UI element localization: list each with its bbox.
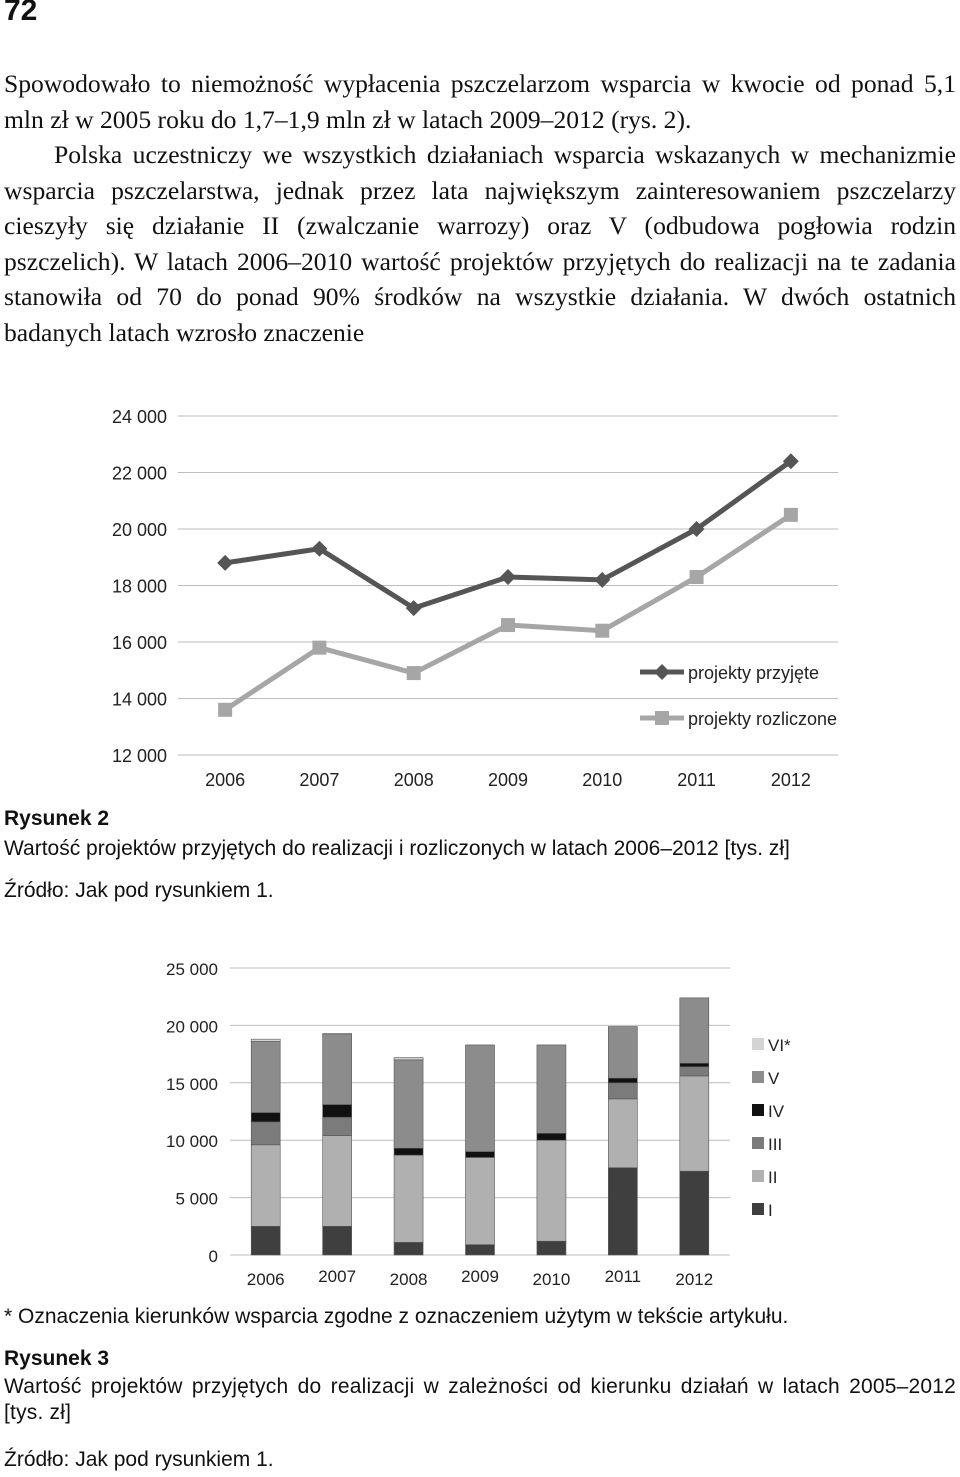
bar-segment bbox=[251, 1039, 280, 1041]
figure-2-caption: Wartość projektów przyjętych do realizacji i rozliczonych w latach 2006–2012 [tys. zł] bbox=[4, 837, 790, 860]
legend-label: projekty przyjęte bbox=[688, 663, 820, 683]
x-tick-label: 2008 bbox=[389, 1270, 428, 1289]
bar-segment bbox=[466, 1045, 495, 1152]
data-point bbox=[500, 569, 516, 585]
x-tick-label: 2009 bbox=[461, 1267, 499, 1286]
bar-segment bbox=[251, 1041, 280, 1112]
y-tick-label: 25 000 bbox=[166, 960, 218, 979]
bar-segment bbox=[323, 1105, 352, 1118]
bar-segment bbox=[680, 1076, 709, 1171]
figure-3-source: Źródło: Jak pod rysunkiem 1. bbox=[4, 1448, 274, 1471]
y-tick-label: 22 000 bbox=[111, 463, 167, 484]
figure-3-label: Rysunek 3 bbox=[4, 1347, 110, 1370]
bar-segment bbox=[608, 1099, 637, 1168]
figure-2-source: Źródło: Jak pod rysunkiem 1. bbox=[4, 879, 274, 902]
bar-segment bbox=[323, 1136, 352, 1227]
x-tick-label: 2011 bbox=[677, 770, 716, 790]
bar-segment bbox=[323, 1035, 352, 1105]
bar-segment bbox=[608, 1083, 637, 1099]
bar-segment bbox=[537, 1045, 566, 1133]
legend-label: III bbox=[768, 1135, 783, 1154]
bar-segment bbox=[394, 1148, 423, 1155]
legend-label: I bbox=[768, 1201, 773, 1220]
data-point bbox=[595, 624, 609, 638]
data-point bbox=[501, 618, 515, 632]
bar-segment bbox=[251, 1226, 280, 1255]
series-line bbox=[225, 461, 791, 608]
legend-label: V bbox=[768, 1069, 780, 1088]
x-tick-label: 2012 bbox=[770, 770, 811, 790]
bar-segment bbox=[608, 1168, 637, 1255]
legend-swatch bbox=[752, 1137, 764, 1149]
bar-segment bbox=[537, 1140, 566, 1241]
x-tick-label: 2012 bbox=[675, 1270, 714, 1289]
legend-marker bbox=[654, 664, 670, 680]
y-tick-label: 5 000 bbox=[175, 1189, 218, 1209]
y-tick-label: 10 000 bbox=[166, 1132, 218, 1152]
page-number: 72 bbox=[4, 0, 38, 27]
bar-segment bbox=[251, 1113, 280, 1122]
legend-swatch bbox=[752, 1170, 764, 1182]
bar-segment bbox=[680, 1063, 709, 1066]
bar-segment bbox=[680, 998, 709, 1063]
line-chart bbox=[0, 380, 960, 800]
x-tick-label: 2009 bbox=[487, 770, 529, 790]
data-point bbox=[218, 703, 232, 717]
y-tick-label: 14 000 bbox=[111, 689, 167, 710]
x-tick-label: 2010 bbox=[532, 1270, 571, 1289]
figure-3-caption: Wartość projektów przyjętych do realizacji w zależności od kierunku działań w latach 2005–2012 [tys. zł] bbox=[4, 1375, 956, 1424]
figure-3-footnote: * Oznaczenia kierunków wsparcia zgodne z oznaczeniem użytym w tekście artykułu. bbox=[4, 1305, 789, 1328]
bar-segment bbox=[537, 1241, 566, 1255]
y-tick-label: 16 000 bbox=[111, 633, 167, 653]
bar-segment bbox=[608, 1027, 637, 1079]
bar-segment bbox=[394, 1242, 423, 1255]
stacked-bar-chart bbox=[0, 940, 960, 1300]
legend-swatch bbox=[752, 1104, 764, 1116]
bar-segment bbox=[251, 1145, 280, 1227]
bar-segment bbox=[680, 1067, 709, 1076]
bar-segment bbox=[466, 1152, 495, 1158]
legend-label: IV bbox=[768, 1102, 785, 1121]
x-tick-label: 2007 bbox=[299, 770, 340, 790]
body-text bbox=[4, 66, 956, 350]
bar-segment bbox=[394, 1155, 423, 1242]
paragraph: Polska uczestniczy we wszystkich działaniach wsparcia wskazanych w mechanizmie wsparcia pszczelarstwa, jednak przez lata największym zainteresowaniem pszczelarzy cieszyły się działanie II (zwalczanie warrozy) oraz V (odbudowa pogłowia rodzin pszczelich). W latach 2006–2010 wartość projektów przyjętych do realizacji na te zadania stanowiła od 70 do ponad 90% środków na wszystkie działania. W dwóch ostatnich badanych latach wzrosło znaczenie bbox=[4, 140, 956, 347]
data-point bbox=[312, 641, 326, 655]
legend-label: II bbox=[768, 1168, 778, 1187]
paragraph: Spowodowało to niemożność wypłacenia pszczelarzom wsparcia w kwocie od ponad 5,1 mln zł w 2005 roku do 1,7–1,9 mln zł w latach 2009–2012 (rys. 2). bbox=[4, 69, 956, 134]
x-tick-label: 2006 bbox=[205, 770, 246, 790]
legend-swatch bbox=[752, 1038, 764, 1050]
legend-swatch bbox=[752, 1071, 764, 1083]
bar-segment bbox=[680, 1171, 709, 1255]
bar-segment bbox=[466, 1245, 495, 1255]
legend-marker bbox=[655, 711, 669, 725]
data-point bbox=[784, 508, 798, 522]
y-tick-label: 12 000 bbox=[111, 746, 167, 766]
bar-segment bbox=[323, 1033, 352, 1034]
bar-segment bbox=[537, 1133, 566, 1140]
bar-segment bbox=[251, 1122, 280, 1145]
bar-segment bbox=[608, 1078, 637, 1083]
x-tick-label: 2011 bbox=[604, 1267, 642, 1286]
y-tick-label: 15 000 bbox=[166, 1074, 218, 1094]
x-tick-label: 2010 bbox=[582, 770, 623, 790]
y-tick-label: 20 000 bbox=[111, 520, 167, 540]
legend-swatch bbox=[752, 1203, 764, 1215]
bar-segment bbox=[323, 1226, 352, 1255]
bar-segment bbox=[466, 1157, 495, 1244]
x-tick-label: 2006 bbox=[246, 1270, 285, 1289]
bar-segment bbox=[394, 1058, 423, 1060]
data-point bbox=[217, 555, 233, 571]
y-tick-label: 0 bbox=[208, 1247, 218, 1266]
figure-2-label: Rysunek 2 bbox=[4, 807, 110, 830]
data-point bbox=[690, 570, 704, 584]
y-tick-label: 18 000 bbox=[111, 576, 167, 597]
y-tick-label: 24 000 bbox=[111, 407, 167, 427]
bar-segment bbox=[394, 1060, 423, 1148]
x-tick-label: 2007 bbox=[318, 1267, 357, 1286]
x-tick-label: 2008 bbox=[393, 770, 434, 790]
bar-segment bbox=[323, 1117, 352, 1135]
data-point bbox=[407, 666, 421, 680]
legend-label: projekty rozliczone bbox=[688, 709, 838, 729]
y-tick-label: 20 000 bbox=[166, 1017, 218, 1037]
legend-label: VI* bbox=[768, 1036, 791, 1055]
